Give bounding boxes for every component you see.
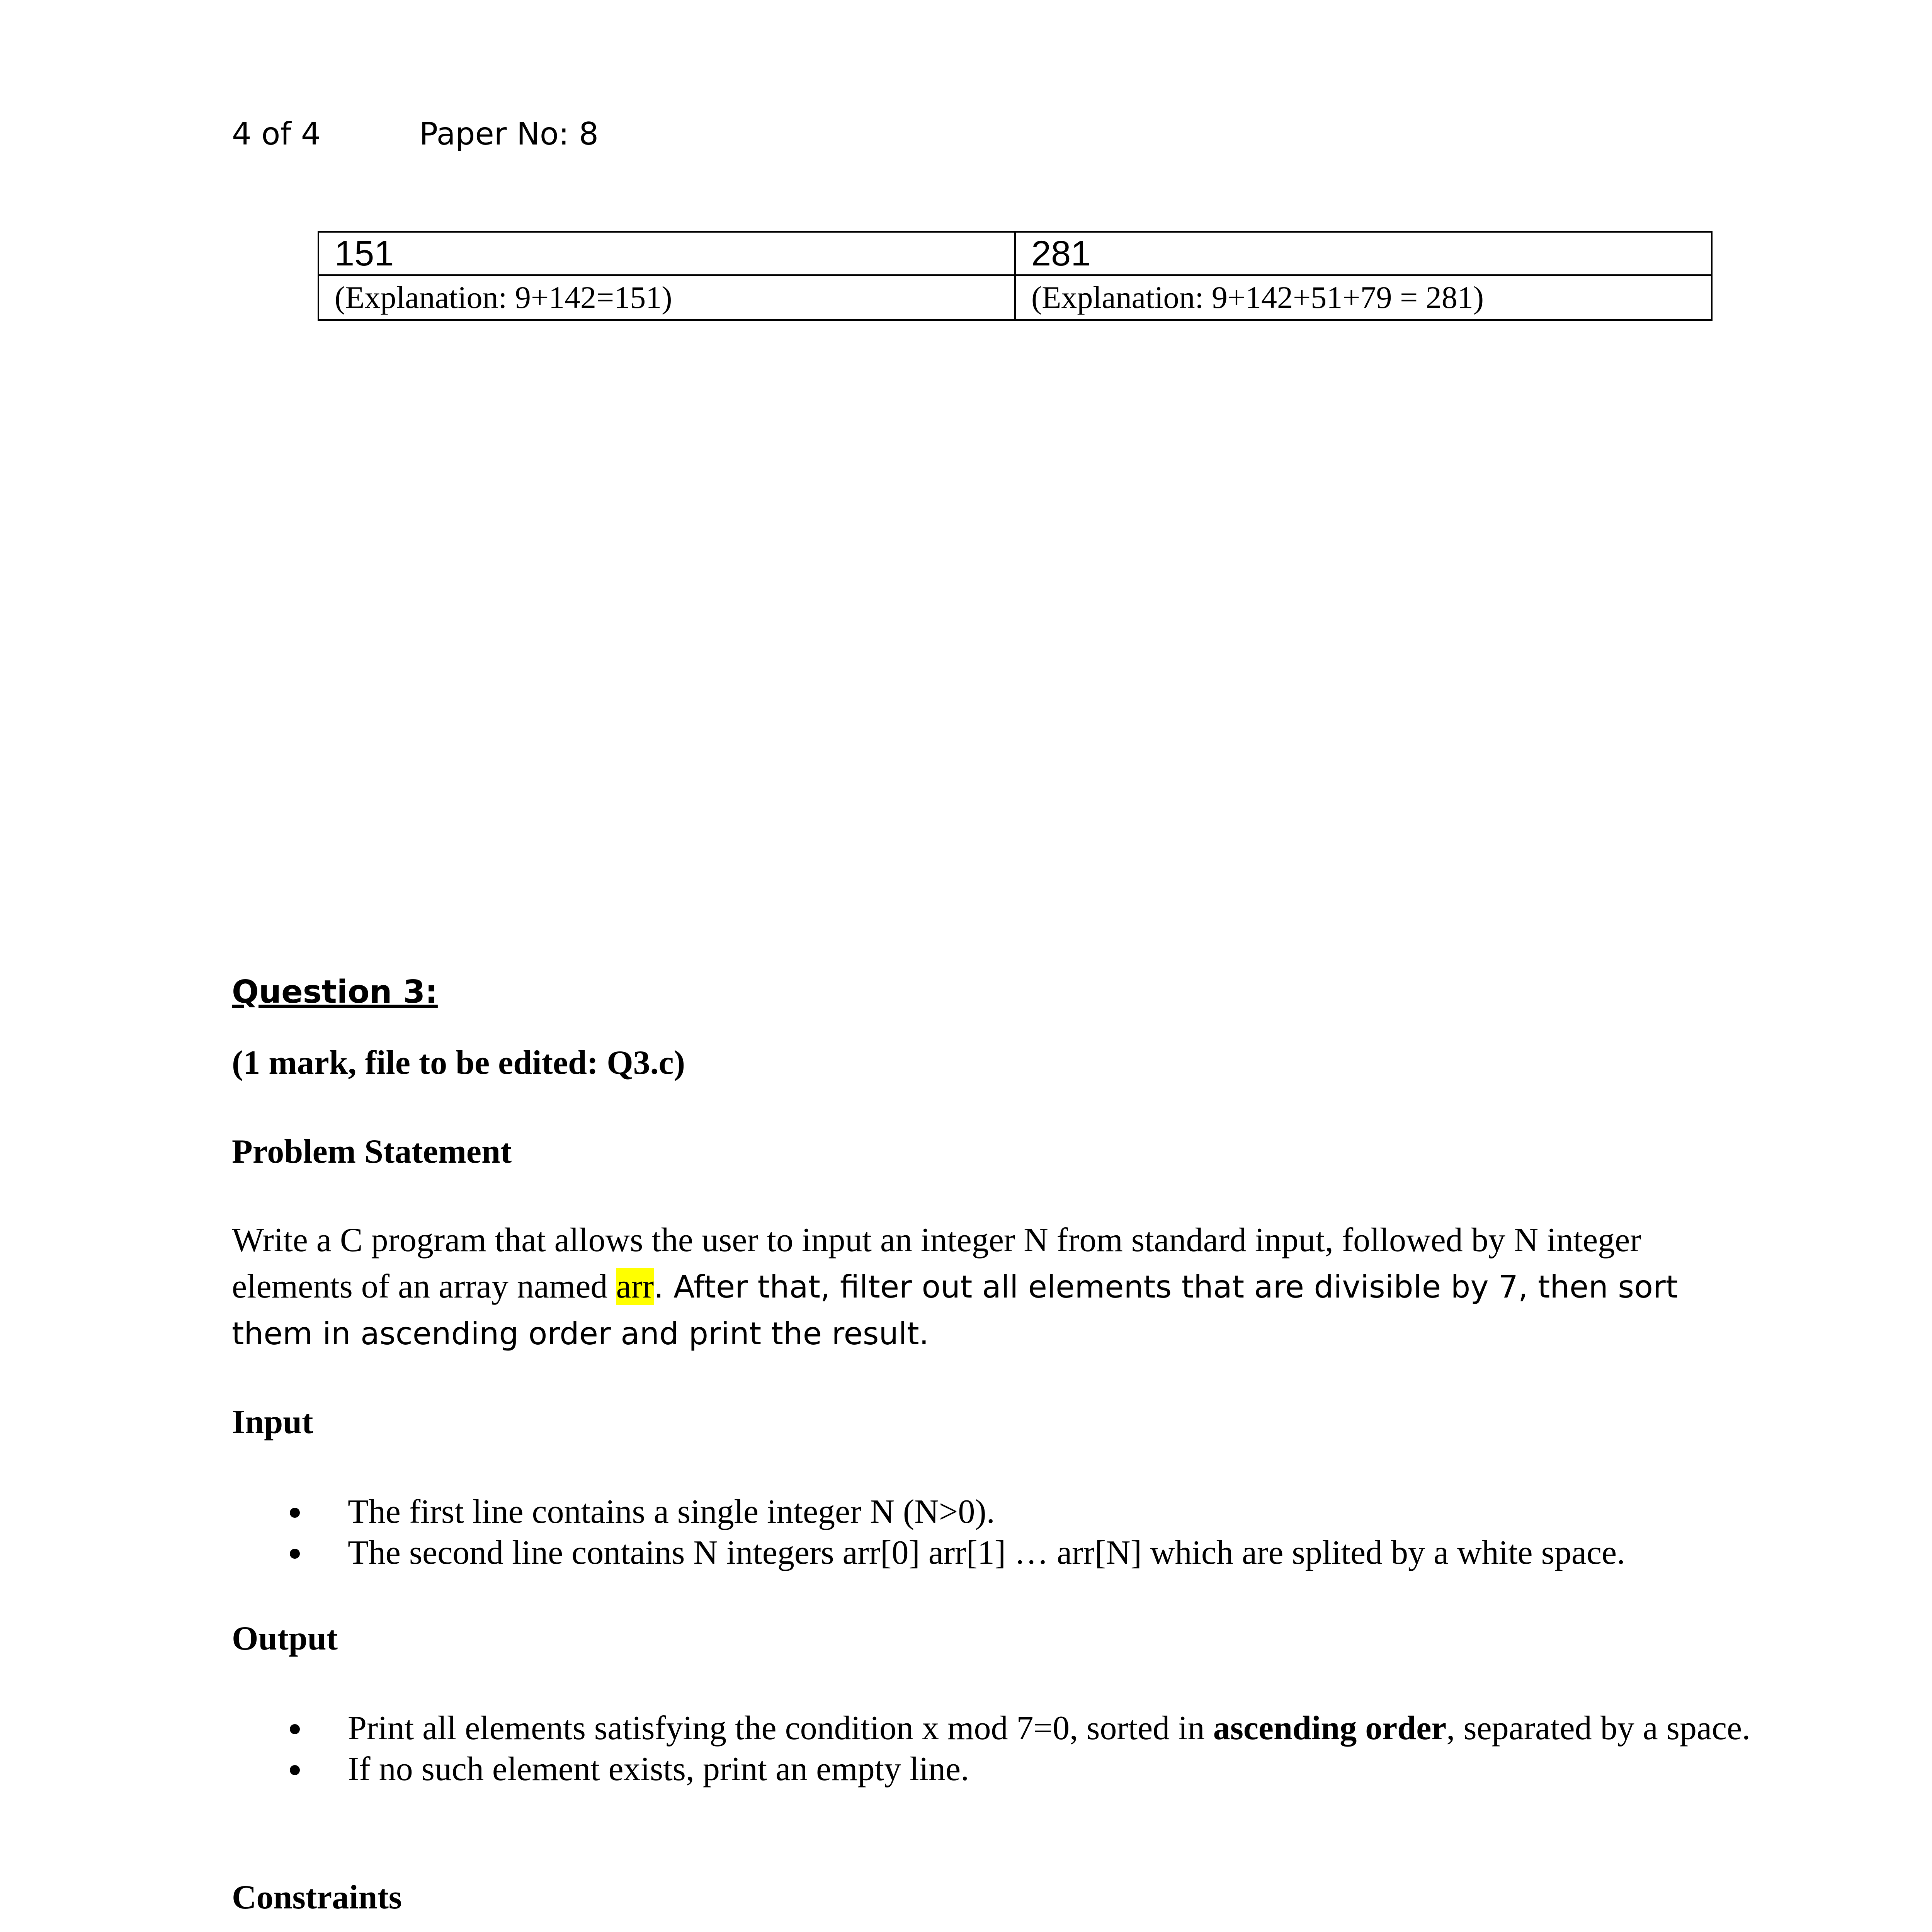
table-cell: 151 [318, 232, 1015, 275]
table-row [318, 275, 1712, 320]
bullet-icon [290, 1765, 300, 1775]
table-row [318, 232, 1712, 275]
list-item-text: The second line contains N integers arr[0] arr[1] … arr[N] which are splited by a white space. [348, 1534, 1626, 1571]
table-cell: 281 [1015, 232, 1712, 275]
statement-text-continued: . After that, filter out all elements that are divisible by 7, then sort them in ascending order and print the result. [232, 1269, 1678, 1352]
output-list [232, 1708, 1758, 1790]
paper-number: Paper No: 8 [419, 116, 599, 152]
constraints-heading: Constraints [232, 1879, 402, 1916]
list-item [232, 1532, 1758, 1573]
list-item [232, 1749, 1758, 1790]
highlighted-array-name: arr [616, 1268, 654, 1305]
list-item [232, 1492, 1758, 1532]
statement-text: Write a C program that allows the user to input an integer N from standard input, followed by N integer elements of an array named [232, 1221, 1641, 1305]
list-item [232, 1708, 1758, 1749]
problem-statement [232, 1217, 1739, 1357]
page-number: 4 of 4 [232, 116, 321, 152]
bullet-icon [290, 1549, 300, 1559]
input-heading: Input [232, 1403, 313, 1441]
list-item-text: The first line contains a single integer N (N>0). [348, 1493, 995, 1531]
question-marks: (1 mark, file to be edited: Q3.c) [232, 1044, 685, 1082]
table-cell: (Explanation: 9+142=151) [318, 275, 1015, 320]
problem-statement-heading: Problem Statement [232, 1133, 512, 1170]
bullet-icon [290, 1724, 300, 1734]
bullet-icon [290, 1508, 300, 1518]
list-item-text: Print all elements satisfying the condition x mod 7=0, sorted in [348, 1709, 1213, 1747]
table-cell: (Explanation: 9+142+51+79 = 281) [1015, 275, 1712, 320]
previous-testcase-table [318, 231, 1713, 321]
input-list [232, 1492, 1758, 1573]
output-heading: Output [232, 1620, 338, 1657]
question-title: Question 3: [232, 974, 438, 1010]
list-item-bold-text: ascending order [1213, 1709, 1447, 1747]
list-item-text: , separated by a space. [1446, 1709, 1751, 1747]
list-item-text: If no such element exists, print an empty line. [348, 1750, 969, 1788]
